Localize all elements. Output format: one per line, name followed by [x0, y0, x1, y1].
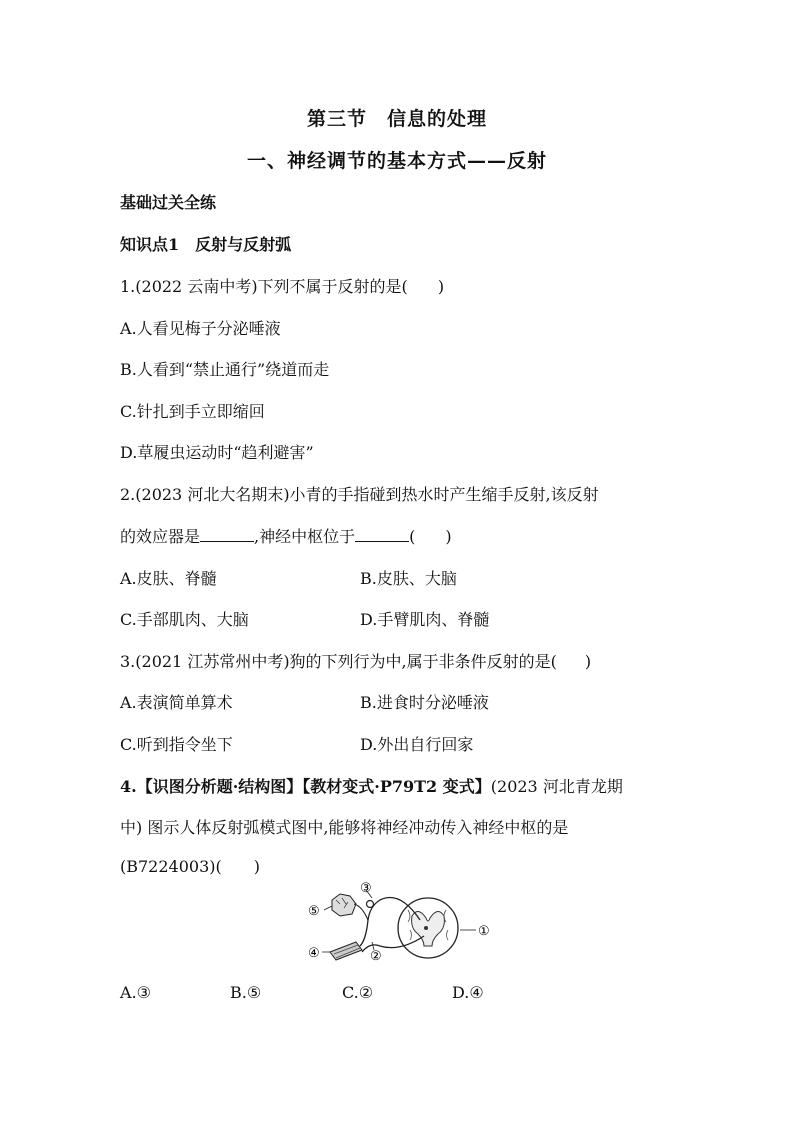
question-4-stem-line-1 — [120, 774, 623, 797]
figure-label-3: ③ — [360, 881, 372, 896]
question-3-text: 3.(2021 江苏常州中考)狗的下列行为中,属于非条件反射的是( — [120, 652, 557, 671]
question-3-option-d: D.外出自行回家 — [360, 735, 474, 754]
ganglion — [367, 901, 374, 908]
effector-muscle — [330, 942, 362, 960]
question-2-paren-close: ) — [445, 527, 452, 546]
leader-line-5 — [324, 906, 332, 910]
receptor-fiber — [354, 904, 368, 920]
question-2-option-a: A.皮肤、脊髓 — [120, 569, 217, 588]
central-canal — [424, 926, 428, 930]
question-2-option-c: C.手部肌肉、大脑 — [120, 610, 249, 629]
section-label: 基础过关全练 — [120, 193, 217, 212]
question-1-text: 1.(2022 云南中考)下列不属于反射的是( — [120, 277, 408, 296]
question-1-stem — [120, 274, 444, 297]
question-1-option-a: A.人看见梅子分泌唾液 — [120, 319, 281, 338]
receptor — [332, 894, 356, 916]
question-3-paren-close: ) — [584, 652, 592, 671]
question-4-source: (2023 河北青龙期 — [490, 777, 623, 796]
question-4-code: (B7224003)( — [120, 857, 222, 876]
answer-blank-center[interactable] — [355, 527, 409, 542]
chapter-title-section: 第三节 — [306, 108, 367, 130]
question-4-stem-line-3 — [120, 857, 260, 876]
question-2-text-b: ,神经中枢位于 — [254, 527, 356, 546]
question-4-option-c: C.② — [342, 983, 374, 1002]
figure-label-1: ① — [478, 924, 490, 939]
question-2-option-d: D.手臂肌肉、脊髓 — [360, 610, 490, 629]
chapter-title — [0, 104, 794, 131]
question-4-tag: 4.【识图分析题·结构图】【教材变式·P79T2 变式】 — [120, 777, 491, 796]
knowledge-point-label: 知识点1 反射与反射弧 — [120, 235, 292, 254]
question-4-option-a: A.③ — [120, 983, 151, 1002]
question-4-option-b: B.⑤ — [230, 983, 262, 1002]
figure-label-4: ④ — [308, 946, 320, 961]
question-4-stem-line-2: 中) 图示人体反射弧模式图中,能够将神经冲动传入神经中枢的是 — [120, 818, 569, 837]
chapter-title-topic: 信息的处理 — [387, 108, 488, 130]
answer-blank-effector[interactable] — [200, 527, 254, 542]
question-4-option-d: D.④ — [452, 983, 484, 1002]
figure-label-2: ② — [370, 949, 382, 964]
question-1-option-b: B.人看到“禁止通行”绕道而走 — [120, 360, 330, 379]
question-3-option-b: B.进食时分泌唾液 — [360, 693, 489, 712]
reflex-arc-svg — [300, 880, 500, 970]
question-2-stem-line-1: 2.(2023 河北大名期末)小青的手指碰到热水时产生缩手反射,该反射 — [120, 485, 599, 504]
question-3-option-c: C.听到指令坐下 — [120, 735, 233, 754]
question-1-option-c: C.针扎到手立即缩回 — [120, 402, 265, 421]
question-4-paren-close: ) — [253, 857, 260, 876]
question-2-stem-line-2 — [120, 524, 452, 547]
lesson-subtitle: 一、神经调节的基本方式——反射 — [246, 150, 547, 172]
reflex-arc-diagram — [300, 880, 500, 970]
question-3-option-a: A.表演简单算术 — [120, 693, 233, 712]
question-1-option-d: D.草履虫运动时“趋利避害” — [120, 443, 314, 462]
question-2-paren-open: ( — [409, 527, 416, 546]
question-1-paren-close: ) — [437, 277, 445, 296]
question-2-text-a: 的效应器是 — [120, 527, 201, 546]
figure-label-5: ⑤ — [308, 904, 320, 919]
question-2-option-b: B.皮肤、大脑 — [360, 569, 457, 588]
question-3-stem — [120, 649, 591, 672]
